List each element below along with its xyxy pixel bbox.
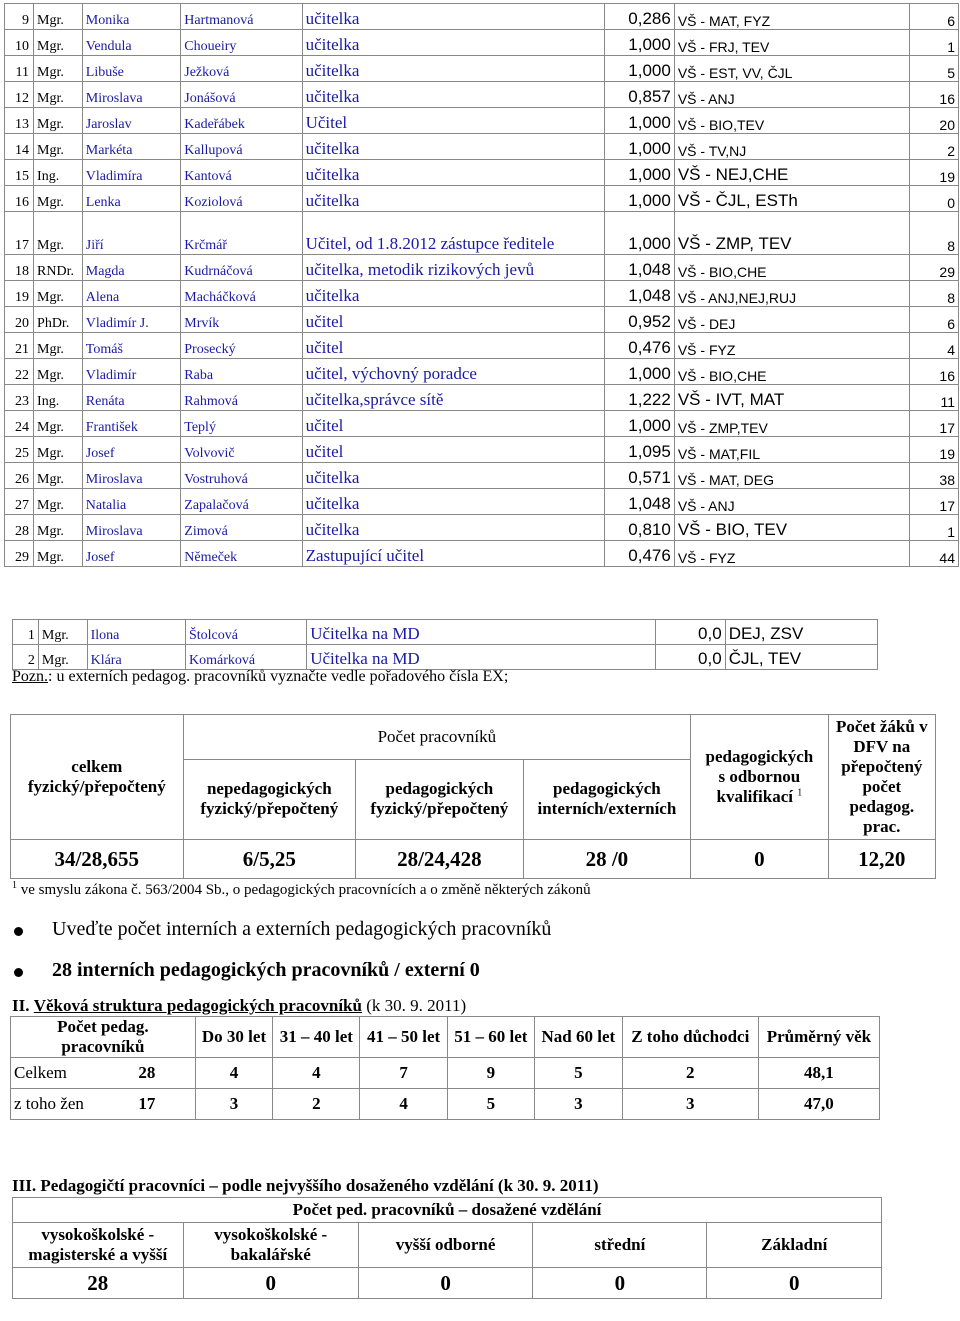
age-value: 4 <box>360 1089 447 1120</box>
first-name: Klára <box>87 645 185 670</box>
qualification: VŠ - BIO,TEV <box>674 108 909 134</box>
age-value: 9 <box>447 1058 534 1089</box>
row-number: 16 <box>5 186 34 212</box>
surname: Koziolová <box>181 186 302 212</box>
page: 9 Mgr. Monika Hartmanová učitelka 0,286 VŠ - MAT, FYZ 6 10 Mgr. Vendula Choueiry učitelka 1,000 VŠ - FRJ, TEV 1 11 Mgr. Libuše Ježková učitelka 1,000 VŠ - EST, VV, ČJL 5 12 Mgr. Miroslava Jonášová učitelka 0,857 VŠ - ANJ 16 13 Mgr. Jaroslav Kadeřábek Učitel 1,000 VŠ - BIO,TEV 20 14 Mgr. Markéta Kallupová učitelka 1,000 VŠ - TV,NJ 2 15 Ing. Vladimíra Kantová učitelka 1,000 VŠ - NEJ,CHE 19 16 Mgr. Lenka Koziolová učitelka 1,000 VŠ - ČJL, ESTh 0 17 Mgr. Jiří Krčmář Učitel, od 1.8.2012 zástupce ředitele 1,000 VŠ - ZMP, TEV 8 18 RNDr. Magda Kudrnáčová učitelka, metodik rizikových jevů 1,048 VŠ - BIO,CHE 29 19 Mgr. Alena Macháčková učitelka 1,048 VŠ - ANJ,NEJ,RUJ 8 20 PhDr. Vladimír J. Mrvík učitel 0,952 VŠ - DEJ 6 21 Mgr. Tomáš Prosecký učitel 0,476 VŠ - FYZ 4 22 Mgr. Vladimír Raba učitel, výchovný poradce 1,000 VŠ - BIO,CHE 16 23 Ing. Renáta Rahmová učitelka,správce sítě 1,222 VŠ - IVT, MAT 11 24 Mgr. František Teplý učitel 1,000 VŠ - ZMP,TEV 17 25 Mgr. Josef Volvovič učitel 1,095 VŠ - MAT,FIL 19 26 Mgr. Miroslava Vostruhová učitelka 0,571 VŠ - MAT, DEG 38 27 Mgr. Natalia Zapalačová učitelka 1,048 VŠ - ANJ 17 28 Mgr. Miroslava Zimová učitelka 0,810 VŠ - BIO, TEV 1 29 Mgr. Josef Němeček Zastupující učitel 0,476 VŠ - FYZ 44 1 Mgr. Ilona Štolcová Učitelka na MD 0,0 DEJ, ZSV 2 Mgr. Klára Komárková Učitelka na MD 0,0 ČJL, TEV Pozn.: u externích pedagog. pracovníků vyznačte vedle pořadového čísla EX; celkem fyzický/přepočtený Počet pracovníků pedagogických s odbornou kvalifikací $^1$ Počet žáků v DFV na přepočtený počet pedagog. prac. nepedagogických fyzický/přepočtený pedagogických fyzický/přepočtený pedagogických interních/externích 34/28,655 6/5,25 28/24,428 28 /0 0 12,20 $^1$ ve smyslu zákona č. 563/2004 Sb., o pedagogických pracovnících a o změně některých zákonů Uveďte počet interních a externích pedagogických pracovníků 28 interních pedagogických pracovníků / externí 0 II. Věková struktura pedagogických pracovníků (k 30. 9. 2011) Počet pedag. pracovníků Do 30 let 31 – 40 let 41 – 50 let 51 – 60 let Nad 60 let Z toho důchodci Průměrný věk Celkem 28 4 4 7 9 5 2 48,1 z toho žen 17 3 2 4 5 3 3 47,0 III. Pedagogičtí pracovníci – podle nejvyššího dosaženého vzdělání (k 30. 9. 2011) Počet ped. pracovníků – dosažené vzdělání vysokoškolské - magisterské a vyšší vysokoškolské - bakalářské vyšší odborné střední Základní 28 0 0 0 0 <box>0 0 960 1321</box>
position: Učitelka na MD <box>307 645 656 670</box>
position: učitelka <box>302 489 605 515</box>
surname: Štolcová <box>185 620 306 645</box>
fte: 1,000 <box>605 359 674 385</box>
edu-value: 0 <box>183 1268 358 1299</box>
position: Učitel <box>302 108 605 134</box>
position: učitel, výchovný poradce <box>302 359 605 385</box>
footnote: $^1$ ve smyslu zákona č. 563/2004 Sb., o pedagogických pracovnících a o změně některých zákonů <box>12 880 591 898</box>
age-row <box>11 1089 880 1120</box>
position: učitelka <box>302 82 605 108</box>
years: 44 <box>910 541 959 567</box>
surname: Mrvík <box>181 307 302 333</box>
age-row-label: Celkem <box>11 1058 100 1089</box>
age-header: Průměrný věk <box>758 1017 879 1058</box>
qualification: VŠ - MAT, DEG <box>674 463 909 489</box>
age-header: 31 – 40 let <box>273 1017 360 1058</box>
first-name: Miroslava <box>82 515 181 541</box>
value-nonped: 6/5,25 <box>183 840 356 879</box>
header-int-ext: pedagogických interních/externích <box>523 759 691 839</box>
edu-value: 0 <box>533 1268 707 1299</box>
academic-title: Mgr. <box>34 541 83 567</box>
staff-row <box>5 515 959 541</box>
first-name: Ilona <box>87 620 185 645</box>
age-header: Nad 60 let <box>534 1017 622 1058</box>
academic-title: Mgr. <box>34 30 83 56</box>
years: 20 <box>910 108 959 134</box>
maternity-row <box>13 645 878 670</box>
qualification: VŠ - DEJ <box>674 307 909 333</box>
age-header: Počet pedag. pracovníků <box>11 1017 196 1058</box>
subjects: DEJ, ZSV <box>725 620 877 645</box>
age-value: 2 <box>273 1089 360 1120</box>
academic-title: Mgr. <box>34 108 83 134</box>
first-name: Lenka <box>82 186 181 212</box>
row-number: 26 <box>5 463 34 489</box>
value-ped: 28/24,428 <box>356 840 524 879</box>
staff-row <box>5 212 959 255</box>
fte: 1,000 <box>605 30 674 56</box>
fte: 1,000 <box>605 160 674 186</box>
value-dfv: 12,20 <box>828 840 935 879</box>
surname: Ježková <box>181 56 302 82</box>
external-note <box>12 668 508 686</box>
surname: Komárková <box>185 645 306 670</box>
surname: Kudrnáčová <box>181 255 302 281</box>
row-number: 23 <box>5 385 34 411</box>
surname: Kantová <box>181 160 302 186</box>
fte: 0,476 <box>605 333 674 359</box>
first-name: Natalia <box>82 489 181 515</box>
edu-value: 0 <box>707 1268 882 1299</box>
staff-row <box>5 160 959 186</box>
age-header: Z toho důchodci <box>622 1017 758 1058</box>
row-number: 29 <box>5 541 34 567</box>
age-value: 4 <box>273 1058 360 1089</box>
years: 4 <box>910 333 959 359</box>
surname: Zimová <box>181 515 302 541</box>
years: 17 <box>910 411 959 437</box>
row-number: 1 <box>13 620 39 645</box>
first-name: Jiří <box>82 212 181 255</box>
position: učitelka <box>302 463 605 489</box>
academic-title: Mgr. <box>34 359 83 385</box>
row-number: 11 <box>5 56 34 82</box>
position: učitel <box>302 411 605 437</box>
position: učitelka <box>302 281 605 307</box>
academic-title: Ing. <box>34 160 83 186</box>
education-table <box>12 1197 882 1299</box>
academic-title: Mgr. <box>34 515 83 541</box>
age-heading: II. Věková struktura pedagogických pracovníků (k 30. 9. 2011) <box>12 996 467 1015</box>
subjects: ČJL, TEV <box>725 645 877 670</box>
first-name: Magda <box>82 255 181 281</box>
first-name: Vladimíra <box>82 160 181 186</box>
fte: 0,286 <box>605 4 674 30</box>
staff-row <box>5 134 959 160</box>
academic-title: Mgr. <box>34 437 83 463</box>
years: 38 <box>910 463 959 489</box>
years: 6 <box>910 4 959 30</box>
row-number: 18 <box>5 255 34 281</box>
academic-title: Mgr. <box>34 134 83 160</box>
qualification: VŠ - FRJ, TEV <box>674 30 909 56</box>
qualification: VŠ - ZMP, TEV <box>674 212 909 255</box>
surname: Kadeřábek <box>181 108 302 134</box>
academic-title: Mgr. <box>38 620 87 645</box>
staff-row <box>5 463 959 489</box>
edu-header: vysokoškolské - bakalářské <box>183 1223 358 1268</box>
first-name: Miroslava <box>82 82 181 108</box>
age-value: 2 <box>622 1058 758 1089</box>
edu-value: 0 <box>358 1268 532 1299</box>
age-row-label: z toho žen <box>11 1089 100 1120</box>
fte: 0,952 <box>605 307 674 333</box>
staff-row <box>5 541 959 567</box>
academic-title: Mgr. <box>34 4 83 30</box>
qualification: VŠ - MAT,FIL <box>674 437 909 463</box>
row-number: 13 <box>5 108 34 134</box>
maternity-table <box>12 619 878 670</box>
surname: Němeček <box>181 541 302 567</box>
row-number: 17 <box>5 212 34 255</box>
row-number: 28 <box>5 515 34 541</box>
position: učitelka <box>302 515 605 541</box>
first-name: Vendula <box>82 30 181 56</box>
bullet-icon <box>14 927 23 936</box>
years: 0 <box>910 186 959 212</box>
staff-row <box>5 255 959 281</box>
qualification: VŠ - FYZ <box>674 333 909 359</box>
position: učitelka <box>302 186 605 212</box>
header-dfv: Počet žáků v DFV na přepočtený počet pedagog. prac. <box>828 715 935 840</box>
qualification: VŠ - ANJ <box>674 82 909 108</box>
qualification: VŠ - BIO,CHE <box>674 255 909 281</box>
position: Učitelka na MD <box>307 620 656 645</box>
age-table <box>10 1016 880 1120</box>
age-row-total: 28 <box>99 1058 195 1089</box>
academic-title: Mgr. <box>34 56 83 82</box>
qualification: VŠ - FYZ <box>674 541 909 567</box>
position: Učitel, od 1.8.2012 zástupce ředitele <box>302 212 605 255</box>
staff-row <box>5 4 959 30</box>
academic-title: Mgr. <box>34 186 83 212</box>
qualification: VŠ - BIO, TEV <box>674 515 909 541</box>
row-number: 14 <box>5 134 34 160</box>
position: učitelka, metodik rizikových jevů <box>302 255 605 281</box>
years: 16 <box>910 82 959 108</box>
surname: Vostruhová <box>181 463 302 489</box>
row-number: 25 <box>5 437 34 463</box>
years: 8 <box>910 212 959 255</box>
fte: 1,000 <box>605 56 674 82</box>
academic-title: Mgr. <box>34 411 83 437</box>
first-name: Monika <box>82 4 181 30</box>
staff-row <box>5 82 959 108</box>
qualification: VŠ - TV,NJ <box>674 134 909 160</box>
surname: Rahmová <box>181 385 302 411</box>
surname: Macháčková <box>181 281 302 307</box>
fte: 1,000 <box>605 108 674 134</box>
years: 6 <box>910 307 959 333</box>
staff-row <box>5 30 959 56</box>
edu-group-header: Počet ped. pracovníků – dosažené vzdělání <box>13 1198 882 1223</box>
surname: Raba <box>181 359 302 385</box>
fte: 1,048 <box>605 489 674 515</box>
first-name: Vladimír J. <box>82 307 181 333</box>
row-number: 2 <box>13 645 39 670</box>
fte: 1,000 <box>605 134 674 160</box>
first-name: Jaroslav <box>82 108 181 134</box>
qualification: VŠ - BIO,CHE <box>674 359 909 385</box>
fte: 1,000 <box>605 411 674 437</box>
academic-title: Mgr. <box>34 212 83 255</box>
surname: Hartmanová <box>181 4 302 30</box>
qualification: VŠ - ZMP,TEV <box>674 411 909 437</box>
fte: 1,000 <box>605 212 674 255</box>
first-name: Alena <box>82 281 181 307</box>
surname: Prosecký <box>181 333 302 359</box>
surname: Zapalačová <box>181 489 302 515</box>
value-qualified: 0 <box>691 840 828 879</box>
maternity-row <box>13 620 878 645</box>
age-row <box>11 1058 880 1089</box>
fte: 1,048 <box>605 255 674 281</box>
qualification: VŠ - NEJ,CHE <box>674 160 909 186</box>
staff-row <box>5 437 959 463</box>
position: učitelka <box>302 134 605 160</box>
row-number: 10 <box>5 30 34 56</box>
surname: Choueiry <box>181 30 302 56</box>
age-value: 7 <box>360 1058 447 1089</box>
age-value: 3 <box>622 1089 758 1120</box>
academic-title: RNDr. <box>34 255 83 281</box>
header-ped: pedagogických fyzický/přepočtený <box>356 759 524 839</box>
years: 29 <box>910 255 959 281</box>
position: učitelka <box>302 4 605 30</box>
staff-row <box>5 489 959 515</box>
position: učitel <box>302 333 605 359</box>
academic-title: Mgr. <box>34 333 83 359</box>
note-text: : u externích pedagog. pracovníků vyznačte vedle pořadového čísla EX; <box>48 668 509 685</box>
staff-row <box>5 281 959 307</box>
years: 2 <box>910 134 959 160</box>
header-qualified: pedagogických s odbornou kvalifikací $^1$ <box>691 715 828 840</box>
first-name: Renáta <box>82 385 181 411</box>
note-label: Pozn. <box>12 668 48 685</box>
fte: 0,571 <box>605 463 674 489</box>
first-name: Tomáš <box>82 333 181 359</box>
fte: 1,095 <box>605 437 674 463</box>
row-number: 9 <box>5 4 34 30</box>
age-value: 3 <box>534 1089 622 1120</box>
qualification: VŠ - IVT, MAT <box>674 385 909 411</box>
qualification: VŠ - ČJL, ESTh <box>674 186 909 212</box>
fte: 0,857 <box>605 82 674 108</box>
qualification: VŠ - ANJ <box>674 489 909 515</box>
first-name: Josef <box>82 541 181 567</box>
fte: 1,000 <box>605 186 674 212</box>
age-value: 3 <box>195 1089 272 1120</box>
first-name: František <box>82 411 181 437</box>
academic-title: Mgr. <box>34 489 83 515</box>
years: 17 <box>910 489 959 515</box>
surname: Teplý <box>181 411 302 437</box>
age-header: 51 – 60 let <box>447 1017 534 1058</box>
bullet-icon <box>14 968 23 977</box>
edu-header: vyšší odborné <box>358 1223 532 1268</box>
years: 5 <box>910 56 959 82</box>
row-number: 22 <box>5 359 34 385</box>
header-group: Počet pracovníků <box>183 715 691 760</box>
fte: 0,810 <box>605 515 674 541</box>
edu-value: 28 <box>13 1268 184 1299</box>
age-value: 5 <box>534 1058 622 1089</box>
staff-row <box>5 333 959 359</box>
years: 8 <box>910 281 959 307</box>
row-number: 21 <box>5 333 34 359</box>
age-value: 5 <box>447 1089 534 1120</box>
row-number: 24 <box>5 411 34 437</box>
staff-row <box>5 307 959 333</box>
qualification: VŠ - MAT, FYZ <box>674 4 909 30</box>
years: 11 <box>910 385 959 411</box>
value-total: 34/28,655 <box>11 840 184 879</box>
academic-title: Mgr. <box>38 645 87 670</box>
age-value: 47,0 <box>758 1089 879 1120</box>
row-number: 12 <box>5 82 34 108</box>
staff-row <box>5 411 959 437</box>
years: 19 <box>910 437 959 463</box>
years: 1 <box>910 515 959 541</box>
staff-row <box>5 56 959 82</box>
staff-row <box>5 108 959 134</box>
first-name: Josef <box>82 437 181 463</box>
edu-header: střední <box>533 1223 707 1268</box>
academic-title: Mgr. <box>34 281 83 307</box>
row-number: 20 <box>5 307 34 333</box>
age-header: Do 30 let <box>195 1017 272 1058</box>
academic-title: Mgr. <box>34 82 83 108</box>
surname: Jonášová <box>181 82 302 108</box>
years: 1 <box>910 30 959 56</box>
academic-title: Ing. <box>34 385 83 411</box>
age-header: 41 – 50 let <box>360 1017 447 1058</box>
surname: Volvovič <box>181 437 302 463</box>
position: učitelka <box>302 30 605 56</box>
position: učitel <box>302 437 605 463</box>
edu-heading: III. Pedagogičtí pracovníci – podle nejvyššího dosaženého vzdělání (k 30. 9. 2011) <box>12 1176 599 1195</box>
workers-summary-table <box>10 714 936 879</box>
value-int-ext: 28 /0 <box>523 840 691 879</box>
age-value: 48,1 <box>758 1058 879 1089</box>
years: 16 <box>910 359 959 385</box>
header-total: celkem fyzický/přepočtený <box>11 715 184 840</box>
row-number: 19 <box>5 281 34 307</box>
fte: 0,0 <box>656 620 725 645</box>
edu-header: Základní <box>707 1223 882 1268</box>
position: učitelka,správce sítě <box>302 385 605 411</box>
staff-table <box>4 3 959 567</box>
fte: 1,048 <box>605 281 674 307</box>
position: učitelka <box>302 160 605 186</box>
surname: Kallupová <box>181 134 302 160</box>
years: 19 <box>910 160 959 186</box>
surname: Krčmář <box>181 212 302 255</box>
staff-row <box>5 186 959 212</box>
fte: 1,222 <box>605 385 674 411</box>
age-row-total: 17 <box>99 1089 195 1120</box>
first-name: Miroslava <box>82 463 181 489</box>
staff-row <box>5 385 959 411</box>
first-name: Libuše <box>82 56 181 82</box>
fte: 0,0 <box>656 645 725 670</box>
academic-title: PhDr. <box>34 307 83 333</box>
row-number: 27 <box>5 489 34 515</box>
staff-row <box>5 359 959 385</box>
header-nonped: nepedagogických fyzický/přepočtený <box>183 759 356 839</box>
academic-title: Mgr. <box>34 463 83 489</box>
first-name: Markéta <box>82 134 181 160</box>
row-number: 15 <box>5 160 34 186</box>
first-name: Vladimír <box>82 359 181 385</box>
fte: 0,476 <box>605 541 674 567</box>
age-value: 4 <box>195 1058 272 1089</box>
edu-header: vysokoškolské - magisterské a vyšší <box>13 1223 184 1268</box>
position: učitelka <box>302 56 605 82</box>
qualification: VŠ - ANJ,NEJ,RUJ <box>674 281 909 307</box>
position: učitel <box>302 307 605 333</box>
qualification: VŠ - EST, VV, ČJL <box>674 56 909 82</box>
position: Zastupující učitel <box>302 541 605 567</box>
